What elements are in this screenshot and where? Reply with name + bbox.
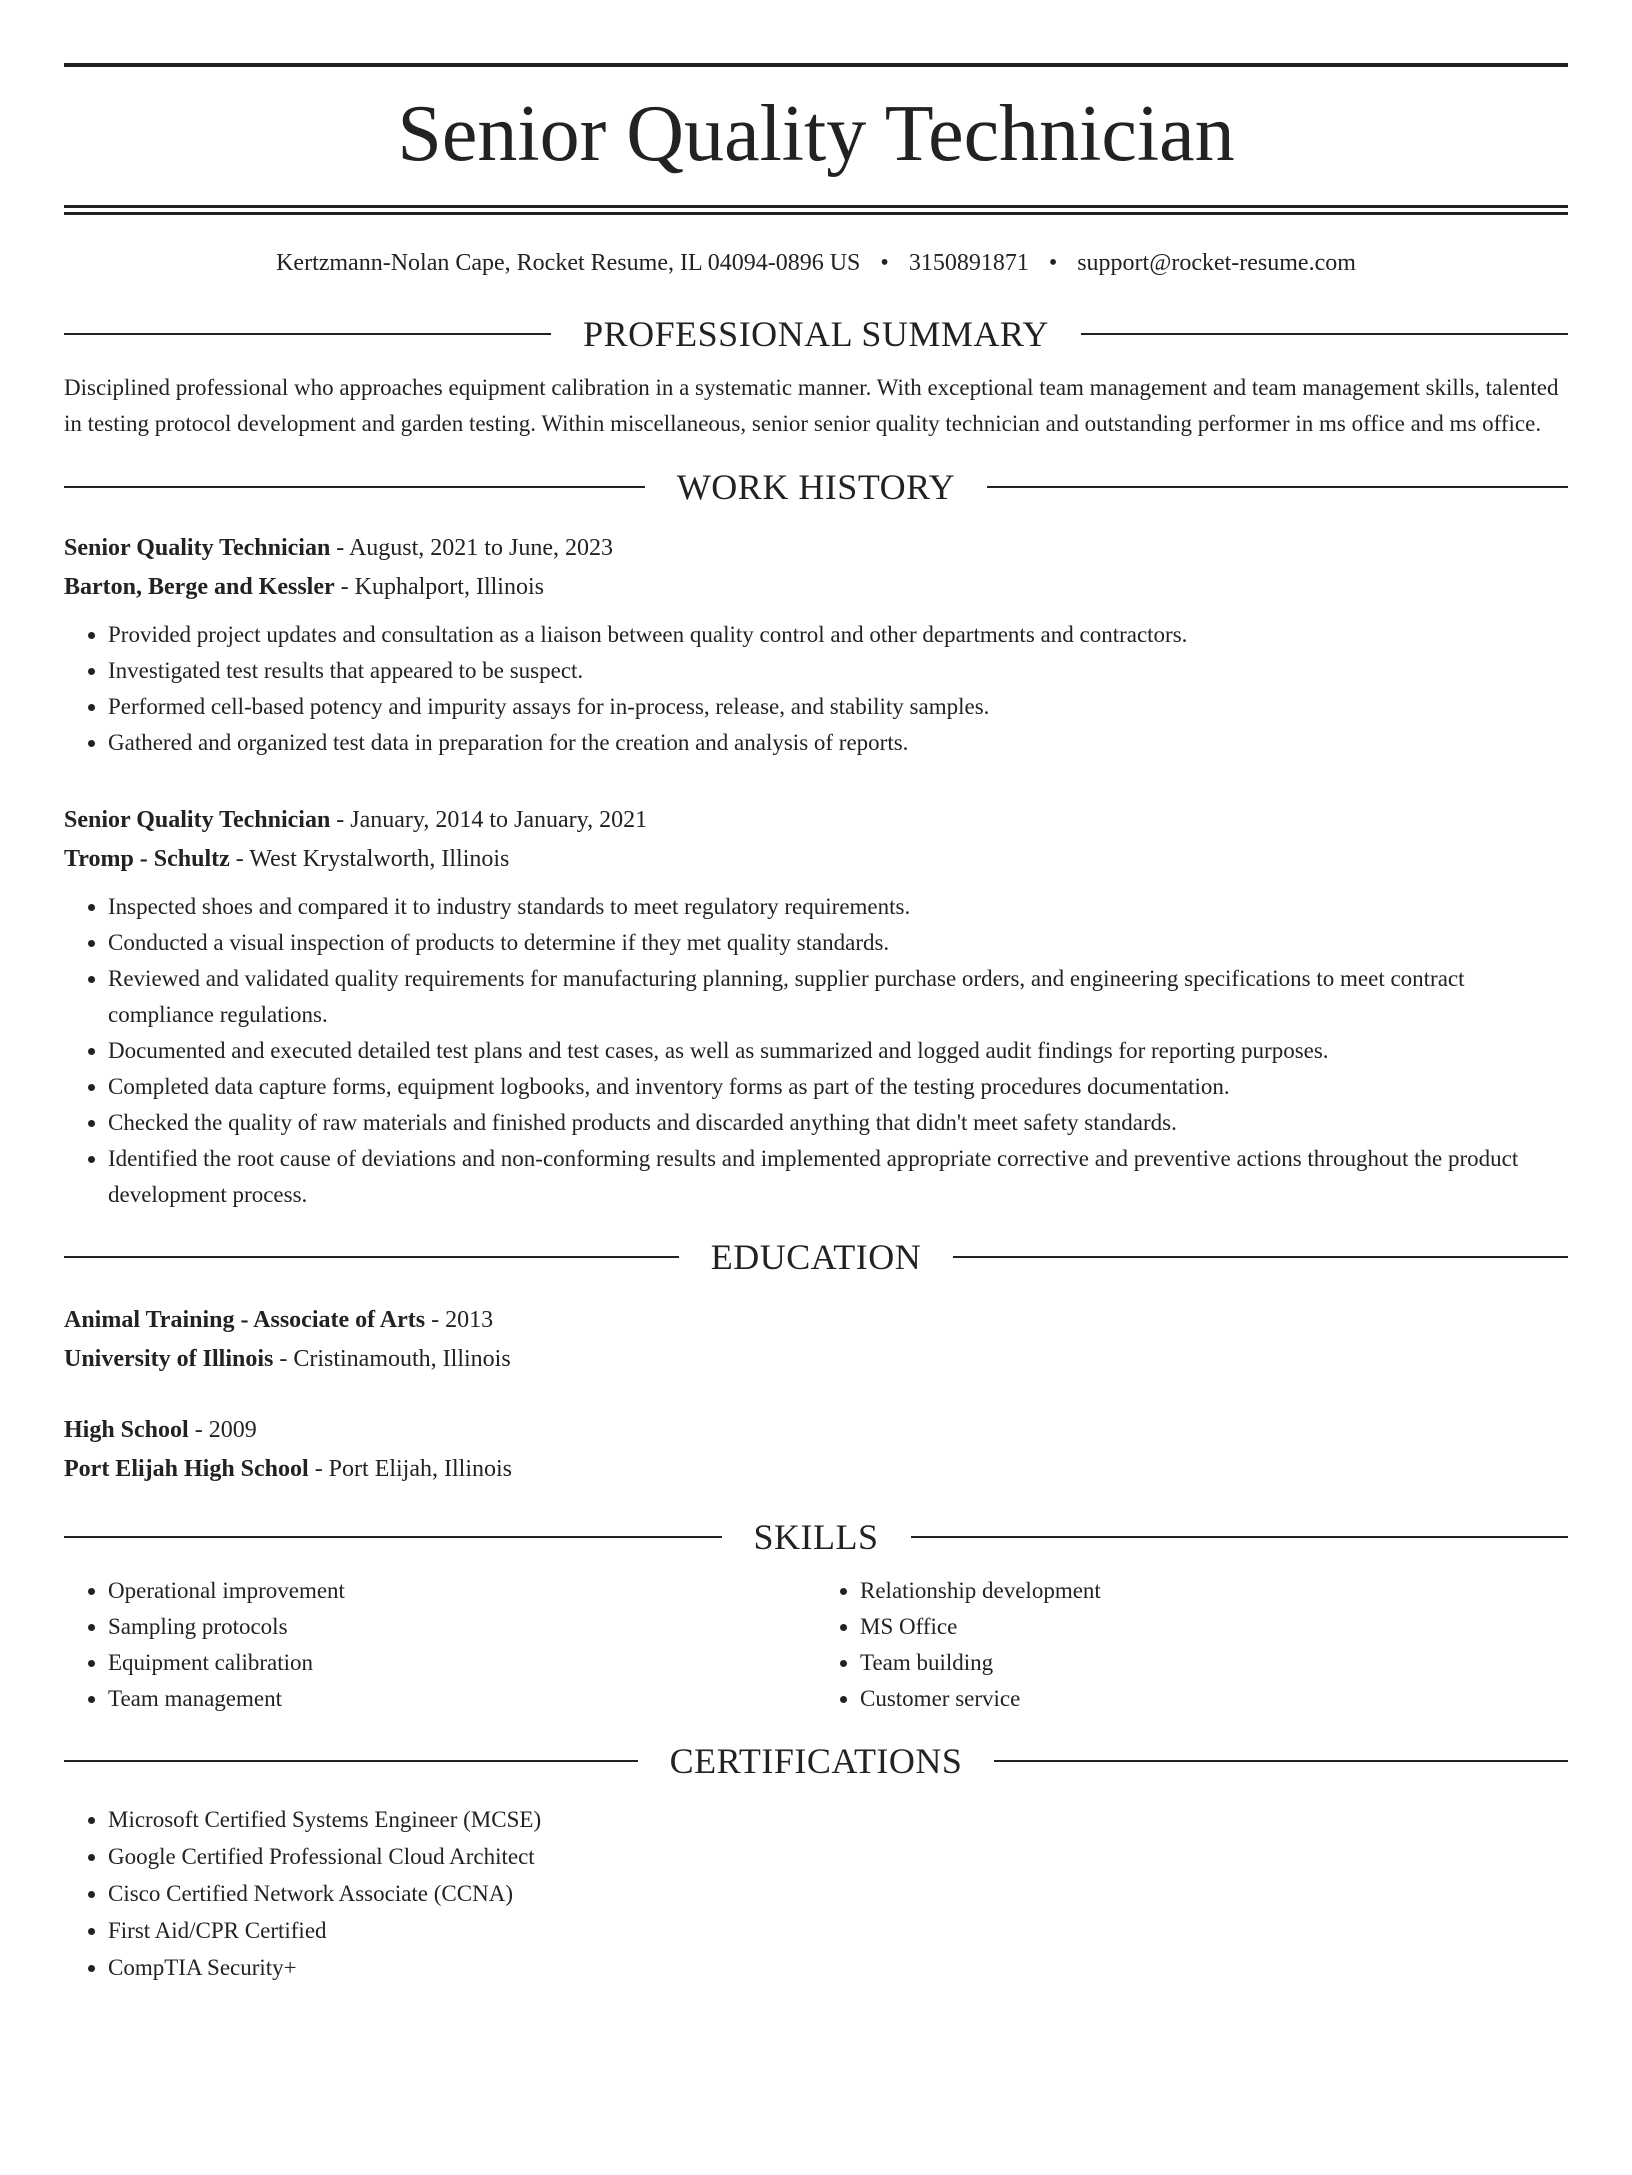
section-rule-left [64, 333, 551, 335]
list-item: • Cisco Certified Network Associate (CCNA) [108, 1875, 1568, 1912]
list-item: • Reviewed and validated quality requirements for manufacturing planning, supplier purchase orders, and engineering specifications to meet contract compliance regulations. [108, 961, 1568, 1033]
list-item: • Conducted a visual inspection of products to determine if they met quality standards. [108, 925, 1568, 961]
resume-page [0, 63, 1632, 2175]
job-company: Tromp - Schultz [64, 846, 230, 872]
section-header-skills [64, 1515, 1568, 1559]
contact-email[interactable]: support@rocket-resume.com [1077, 250, 1356, 276]
contact-phone[interactable]: 3150891871 [908, 250, 1029, 276]
job-location: - Kuphalport, Illinois [334, 574, 544, 600]
section-title-education: EDUCATION [710, 1237, 922, 1277]
job-company-line [64, 840, 1568, 879]
list-item: • Documented and executed detailed test plans and test cases, as well as summarized and logged audit findings for reporting purposes. [108, 1033, 1568, 1069]
list-item: • Equipment calibration [108, 1645, 816, 1681]
section-rule-right [994, 1760, 1568, 1762]
certifications-list [64, 1801, 1568, 1986]
list-item: • Microsoft Certified Systems Engineer (MCSE) [108, 1801, 1568, 1838]
section-rule-right [1081, 333, 1568, 335]
section-title-summary: PROFESSIONAL SUMMARY [583, 314, 1049, 354]
job-company: Barton, Berge and Kessler [64, 574, 335, 600]
section-header-certifications [64, 1739, 1568, 1783]
list-item: • Operational improvement [108, 1573, 816, 1609]
section-rule-right [953, 1256, 1568, 1258]
job-bullets [64, 617, 1568, 761]
section-title-skills: SKILLS [753, 1517, 879, 1557]
job-title-line [64, 529, 1568, 568]
education-school: Port Elijah High School [64, 1456, 309, 1482]
education-degree: High School [64, 1417, 189, 1443]
list-item: • Team management [108, 1681, 816, 1717]
section-rule-left [64, 1256, 679, 1258]
contact-address: Kertzmann-Nolan Cape, Rocket Resume, IL 04094-0896 US [276, 250, 861, 276]
list-item: • Checked the quality of raw materials and finished products and discarded anything that didn't meet safety standards. [108, 1105, 1568, 1141]
section-rule-right [911, 1536, 1569, 1538]
contact-separator: • [1048, 250, 1058, 276]
skills-column-right [816, 1573, 1568, 1717]
education-location: - Port Elijah, Illinois [308, 1456, 513, 1482]
list-item: • Relationship development [860, 1573, 1568, 1609]
education-degree-line [64, 1301, 1568, 1340]
job-title: Senior Quality Technician [64, 535, 331, 561]
skills-grid [64, 1573, 1568, 1717]
section-rule-right [987, 486, 1568, 488]
job-dates: - January, 2014 to January, 2021 [330, 807, 648, 833]
section-rule-left [64, 486, 645, 488]
list-item: • Gathered and organized test data in preparation for the creation and analysis of reports. [108, 725, 1568, 761]
job-entry-1 [64, 529, 1568, 761]
section-title-certifications: CERTIFICATIONS [669, 1741, 963, 1781]
list-item: • Team building [860, 1645, 1568, 1681]
job-location: - West Krystalworth, Illinois [229, 846, 510, 872]
list-item: • First Aid/CPR Certified [108, 1912, 1568, 1949]
section-header-summary [64, 312, 1568, 356]
job-company-line [64, 568, 1568, 607]
top-rule [64, 63, 1568, 67]
education-year: - 2013 [425, 1307, 494, 1333]
education-year: - 2009 [188, 1417, 257, 1443]
education-location: - Cristinamouth, Illinois [273, 1346, 511, 1372]
resume-title: Senior Quality Technician [397, 90, 1235, 178]
section-title-work: WORK HISTORY [676, 467, 956, 507]
education-school-line [64, 1340, 1568, 1379]
section-header-work [64, 465, 1568, 509]
list-item: • Sampling protocols [108, 1609, 816, 1645]
education-entry-2 [64, 1411, 1568, 1489]
job-title-line [64, 801, 1568, 840]
list-item: • Google Certified Professional Cloud Architect [108, 1838, 1568, 1875]
job-entry-2 [64, 801, 1568, 1213]
section-rule-left [64, 1760, 638, 1762]
list-item: • Completed data capture forms, equipment logbooks, and inventory forms as part of the testing procedures documentation. [108, 1069, 1568, 1105]
summary-text: Disciplined professional who approaches equipment calibration in a systematic manner. With exceptional team management and team management skills, talented in testing protocol development and garden testing. Within miscellaneous, senior senior quality technician and outstanding performer in ms office and ms office. [64, 375, 1559, 436]
education-school-line [64, 1450, 1568, 1489]
list-item: • Customer service [860, 1681, 1568, 1717]
list-item: • CompTIA Security+ [108, 1949, 1568, 1986]
education-degree: Animal Training - Associate of Arts [64, 1307, 426, 1333]
job-bullets [64, 889, 1568, 1213]
contact-separator: • [880, 250, 889, 276]
skills-column-left [64, 1573, 816, 1717]
section-rule-left [64, 1536, 722, 1538]
section-header-education [64, 1235, 1568, 1279]
title-double-rule [64, 205, 1568, 215]
list-item: • Inspected shoes and compared it to industry standards to meet regulatory requirements. [108, 889, 1568, 925]
job-dates: - August, 2021 to June, 2023 [330, 535, 613, 561]
education-degree-line [64, 1411, 1568, 1450]
list-item: • Provided project updates and consultation as a liaison between quality control and other departments and contractors. [108, 617, 1568, 653]
contact-line [64, 248, 1568, 278]
education-entry-1 [64, 1301, 1568, 1379]
list-item: • Identified the root cause of deviations and non-conforming results and implemented appropriate corrective and preventive actions throughout the product development process. [108, 1141, 1568, 1213]
list-item: • Performed cell-based potency and impurity assays for in-process, release, and stability samples. [108, 689, 1568, 725]
job-title: Senior Quality Technician [64, 807, 331, 833]
list-item: • Investigated test results that appeared to be suspect. [108, 653, 1568, 689]
education-school: University of Illinois [64, 1346, 274, 1372]
list-item: • MS Office [860, 1609, 1568, 1645]
